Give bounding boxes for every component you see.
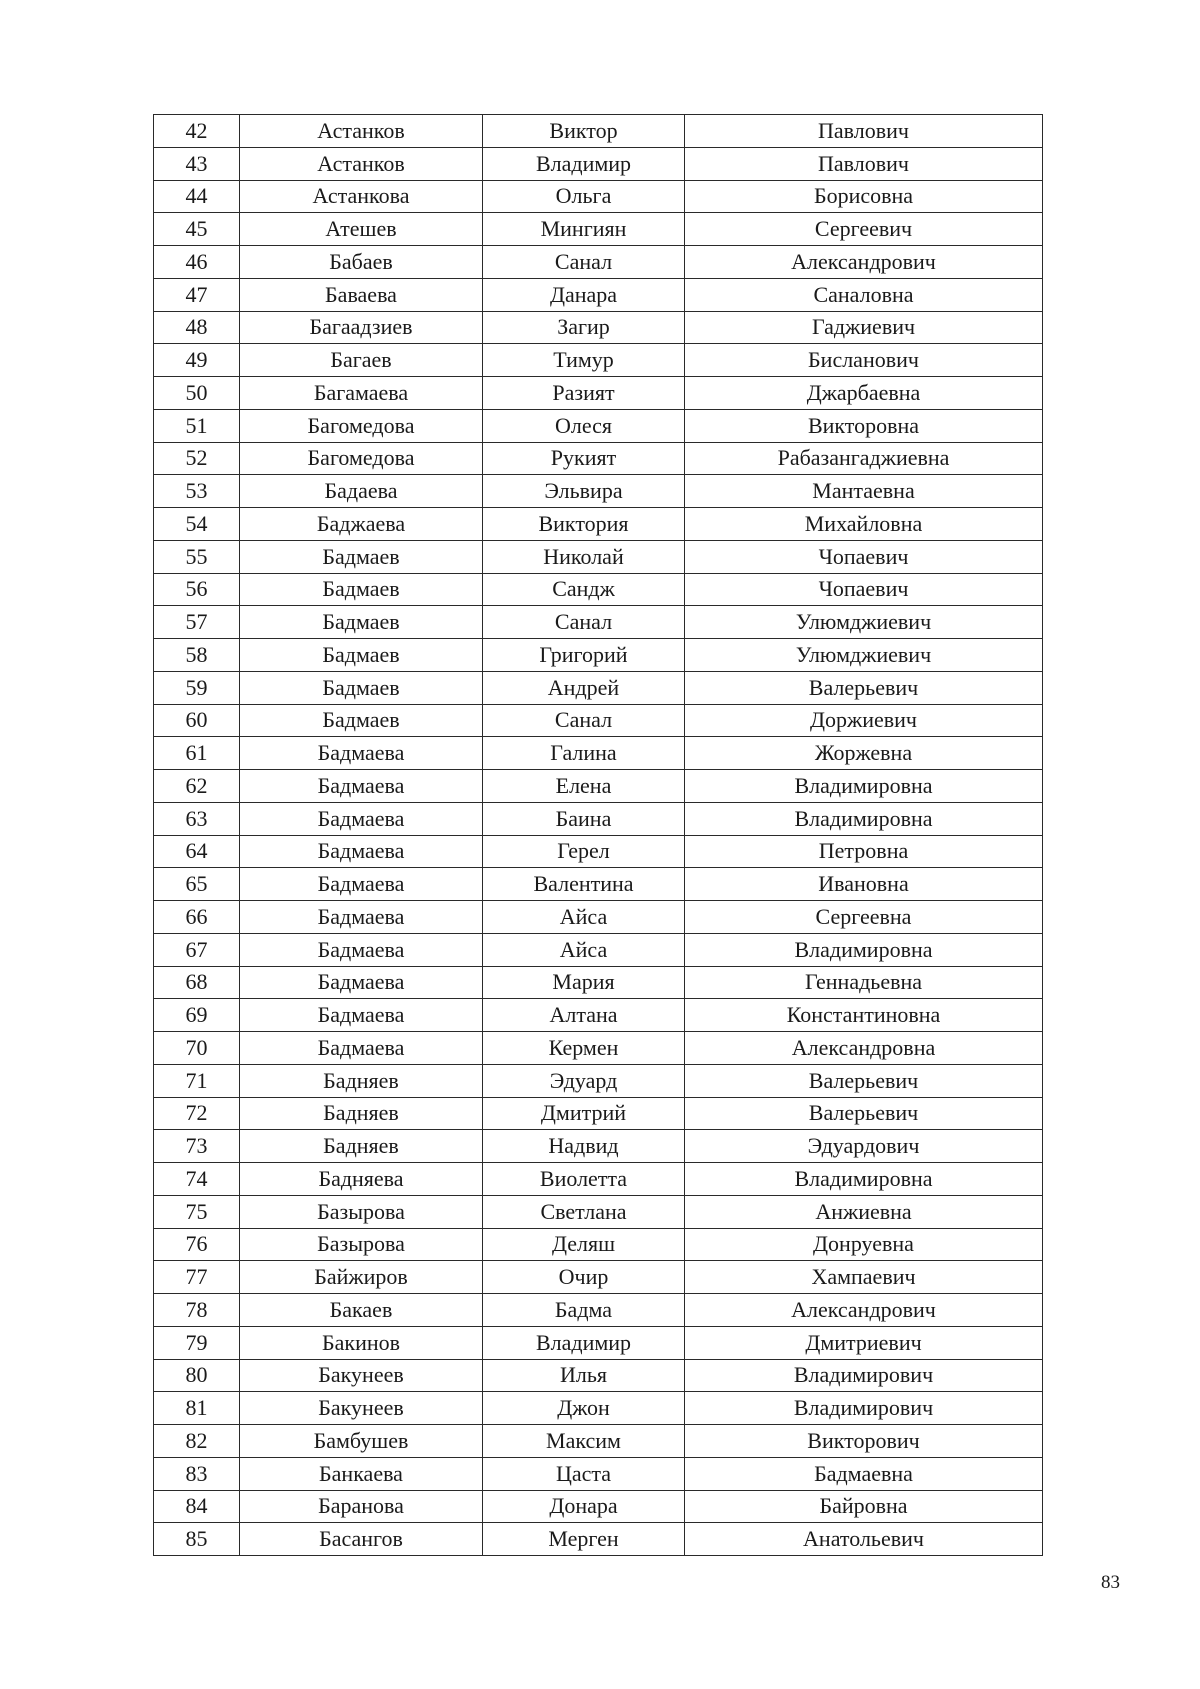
table-row [154, 147, 1043, 180]
last-name-cell: Бадмаева [240, 966, 483, 999]
names-table-body [154, 115, 1043, 1556]
first-name-cell: Григорий [483, 639, 685, 672]
row-number-cell: 45 [154, 213, 240, 246]
row-number-cell: 80 [154, 1359, 240, 1392]
row-number-cell: 62 [154, 770, 240, 803]
last-name-cell: Бадмаева [240, 737, 483, 770]
patronymic-cell: Хампаевич [685, 1261, 1043, 1294]
row-number-cell: 84 [154, 1490, 240, 1523]
first-name-cell: Очир [483, 1261, 685, 1294]
first-name-cell: Мингиян [483, 213, 685, 246]
row-number-cell: 83 [154, 1457, 240, 1490]
last-name-cell: Бадмаева [240, 868, 483, 901]
row-number-cell: 57 [154, 606, 240, 639]
first-name-cell: Эдуард [483, 1064, 685, 1097]
patronymic-cell: Жоржевна [685, 737, 1043, 770]
first-name-cell: Галина [483, 737, 685, 770]
table-row [154, 213, 1043, 246]
row-number-cell: 81 [154, 1392, 240, 1425]
table-row [154, 1195, 1043, 1228]
page-number: 83 [1101, 1572, 1120, 1593]
last-name-cell: Бадмаева [240, 1032, 483, 1065]
patronymic-cell: Владимировна [685, 802, 1043, 835]
row-number-cell: 72 [154, 1097, 240, 1130]
patronymic-cell: Валерьевич [685, 1064, 1043, 1097]
first-name-cell: Донара [483, 1490, 685, 1523]
patronymic-cell: Александрович [685, 246, 1043, 279]
table-row [154, 704, 1043, 737]
patronymic-cell: Александрович [685, 1294, 1043, 1327]
row-number-cell: 64 [154, 835, 240, 868]
last-name-cell: Бадмаева [240, 835, 483, 868]
table-row [154, 966, 1043, 999]
patronymic-cell: Чопаевич [685, 540, 1043, 573]
first-name-cell: Айса [483, 901, 685, 934]
first-name-cell: Мерген [483, 1523, 685, 1556]
row-number-cell: 54 [154, 508, 240, 541]
row-number-cell: 42 [154, 115, 240, 148]
first-name-cell: Деляш [483, 1228, 685, 1261]
table-row [154, 278, 1043, 311]
first-name-cell: Алтана [483, 999, 685, 1032]
row-number-cell: 58 [154, 639, 240, 672]
row-number-cell: 82 [154, 1425, 240, 1458]
row-number-cell: 67 [154, 933, 240, 966]
patronymic-cell: Борисовна [685, 180, 1043, 213]
row-number-cell: 51 [154, 409, 240, 442]
table-row [154, 311, 1043, 344]
first-name-cell: Санал [483, 704, 685, 737]
first-name-cell: Цаста [483, 1457, 685, 1490]
last-name-cell: Бадняева [240, 1163, 483, 1196]
table-row [154, 475, 1043, 508]
first-name-cell: Мария [483, 966, 685, 999]
patronymic-cell: Павлович [685, 147, 1043, 180]
last-name-cell: Баджаева [240, 508, 483, 541]
last-name-cell: Бадмаева [240, 999, 483, 1032]
table-row [154, 1130, 1043, 1163]
table-row [154, 1425, 1043, 1458]
last-name-cell: Бадняев [240, 1064, 483, 1097]
last-name-cell: Бадмаева [240, 901, 483, 934]
last-name-cell: Базырова [240, 1228, 483, 1261]
first-name-cell: Бадма [483, 1294, 685, 1327]
table-row [154, 1261, 1043, 1294]
table-row [154, 1163, 1043, 1196]
first-name-cell: Олеся [483, 409, 685, 442]
first-name-cell: Рукият [483, 442, 685, 475]
table-row [154, 802, 1043, 835]
last-name-cell: Бадмаева [240, 802, 483, 835]
patronymic-cell: Владимирович [685, 1392, 1043, 1425]
first-name-cell: Виктор [483, 115, 685, 148]
last-name-cell: Бакинов [240, 1326, 483, 1359]
last-name-cell: Багаадзиев [240, 311, 483, 344]
row-number-cell: 65 [154, 868, 240, 901]
patronymic-cell: Петровна [685, 835, 1043, 868]
patronymic-cell: Джарбаевна [685, 377, 1043, 410]
last-name-cell: Байжиров [240, 1261, 483, 1294]
row-number-cell: 46 [154, 246, 240, 279]
patronymic-cell: Гаджиевич [685, 311, 1043, 344]
last-name-cell: Багаев [240, 344, 483, 377]
row-number-cell: 71 [154, 1064, 240, 1097]
row-number-cell: 68 [154, 966, 240, 999]
table-row [154, 999, 1043, 1032]
first-name-cell: Санал [483, 606, 685, 639]
table-row [154, 1097, 1043, 1130]
first-name-cell: Тимур [483, 344, 685, 377]
table-row [154, 835, 1043, 868]
first-name-cell: Виолетта [483, 1163, 685, 1196]
patronymic-cell: Анжиевна [685, 1195, 1043, 1228]
last-name-cell: Багамаева [240, 377, 483, 410]
last-name-cell: Багомедова [240, 409, 483, 442]
first-name-cell: Разият [483, 377, 685, 410]
last-name-cell: Астанков [240, 147, 483, 180]
row-number-cell: 47 [154, 278, 240, 311]
patronymic-cell: Саналовна [685, 278, 1043, 311]
patronymic-cell: Владимирович [685, 1359, 1043, 1392]
table-row [154, 1490, 1043, 1523]
patronymic-cell: Донруевна [685, 1228, 1043, 1261]
row-number-cell: 69 [154, 999, 240, 1032]
first-name-cell: Валентина [483, 868, 685, 901]
table-row [154, 1326, 1043, 1359]
first-name-cell: Дмитрий [483, 1097, 685, 1130]
table-row [154, 115, 1043, 148]
row-number-cell: 60 [154, 704, 240, 737]
row-number-cell: 74 [154, 1163, 240, 1196]
row-number-cell: 78 [154, 1294, 240, 1327]
patronymic-cell: Александровна [685, 1032, 1043, 1065]
table-row [154, 901, 1043, 934]
first-name-cell: Светлана [483, 1195, 685, 1228]
row-number-cell: 44 [154, 180, 240, 213]
table-row [154, 1457, 1043, 1490]
table-row [154, 180, 1043, 213]
table-row [154, 1392, 1043, 1425]
row-number-cell: 70 [154, 1032, 240, 1065]
first-name-cell: Сандж [483, 573, 685, 606]
last-name-cell: Бадмаев [240, 573, 483, 606]
last-name-cell: Бадаева [240, 475, 483, 508]
patronymic-cell: Ивановна [685, 868, 1043, 901]
row-number-cell: 53 [154, 475, 240, 508]
first-name-cell: Айса [483, 933, 685, 966]
patronymic-cell: Михайловна [685, 508, 1043, 541]
last-name-cell: Басангов [240, 1523, 483, 1556]
last-name-cell: Бакаев [240, 1294, 483, 1327]
first-name-cell: Илья [483, 1359, 685, 1392]
first-name-cell: Ольга [483, 180, 685, 213]
patronymic-cell: Дмитриевич [685, 1326, 1043, 1359]
names-table [153, 114, 1043, 1556]
row-number-cell: 43 [154, 147, 240, 180]
last-name-cell: Бадмаев [240, 606, 483, 639]
first-name-cell: Николай [483, 540, 685, 573]
table-row [154, 409, 1043, 442]
row-number-cell: 50 [154, 377, 240, 410]
first-name-cell: Андрей [483, 671, 685, 704]
row-number-cell: 73 [154, 1130, 240, 1163]
first-name-cell: Кермен [483, 1032, 685, 1065]
patronymic-cell: Байровна [685, 1490, 1043, 1523]
table-row [154, 344, 1043, 377]
patronymic-cell: Геннадьевна [685, 966, 1043, 999]
last-name-cell: Бадняев [240, 1097, 483, 1130]
table-row [154, 1294, 1043, 1327]
last-name-cell: Астанков [240, 115, 483, 148]
patronymic-cell: Валерьевич [685, 671, 1043, 704]
last-name-cell: Баранова [240, 1490, 483, 1523]
patronymic-cell: Мантаевна [685, 475, 1043, 508]
row-number-cell: 79 [154, 1326, 240, 1359]
table-row [154, 1228, 1043, 1261]
last-name-cell: Багомедова [240, 442, 483, 475]
table-row [154, 770, 1043, 803]
last-name-cell: Астанкова [240, 180, 483, 213]
patronymic-cell: Сергеевич [685, 213, 1043, 246]
first-name-cell: Максим [483, 1425, 685, 1458]
table-row [154, 508, 1043, 541]
patronymic-cell: Бадмаевна [685, 1457, 1043, 1490]
patronymic-cell: Улюмджиевич [685, 639, 1043, 672]
table-row [154, 671, 1043, 704]
table-row [154, 1523, 1043, 1556]
table-row [154, 868, 1043, 901]
first-name-cell: Елена [483, 770, 685, 803]
patronymic-cell: Константиновна [685, 999, 1043, 1032]
row-number-cell: 55 [154, 540, 240, 573]
patronymic-cell: Викторовна [685, 409, 1043, 442]
table-row [154, 606, 1043, 639]
table-row [154, 737, 1043, 770]
first-name-cell: Загир [483, 311, 685, 344]
table-row [154, 540, 1043, 573]
patronymic-cell: Бисланович [685, 344, 1043, 377]
last-name-cell: Бадмаев [240, 540, 483, 573]
row-number-cell: 66 [154, 901, 240, 934]
row-number-cell: 49 [154, 344, 240, 377]
first-name-cell: Данара [483, 278, 685, 311]
patronymic-cell: Валерьевич [685, 1097, 1043, 1130]
last-name-cell: Баваева [240, 278, 483, 311]
first-name-cell: Владимир [483, 147, 685, 180]
row-number-cell: 59 [154, 671, 240, 704]
last-name-cell: Бадняев [240, 1130, 483, 1163]
last-name-cell: Бакунеев [240, 1359, 483, 1392]
first-name-cell: Баина [483, 802, 685, 835]
row-number-cell: 61 [154, 737, 240, 770]
patronymic-cell: Улюмджиевич [685, 606, 1043, 639]
table-row [154, 1359, 1043, 1392]
last-name-cell: Бадмаева [240, 770, 483, 803]
last-name-cell: Бадмаев [240, 639, 483, 672]
last-name-cell: Бадмаева [240, 933, 483, 966]
patronymic-cell: Павлович [685, 115, 1043, 148]
row-number-cell: 77 [154, 1261, 240, 1294]
patronymic-cell: Доржиевич [685, 704, 1043, 737]
row-number-cell: 52 [154, 442, 240, 475]
last-name-cell: Бакунеев [240, 1392, 483, 1425]
first-name-cell: Джон [483, 1392, 685, 1425]
last-name-cell: Бадмаев [240, 671, 483, 704]
row-number-cell: 63 [154, 802, 240, 835]
table-row [154, 933, 1043, 966]
first-name-cell: Эльвира [483, 475, 685, 508]
table-row [154, 1064, 1043, 1097]
row-number-cell: 76 [154, 1228, 240, 1261]
first-name-cell: Надвид [483, 1130, 685, 1163]
patronymic-cell: Рабазангаджиевна [685, 442, 1043, 475]
patronymic-cell: Эдуардович [685, 1130, 1043, 1163]
first-name-cell: Герел [483, 835, 685, 868]
row-number-cell: 56 [154, 573, 240, 606]
row-number-cell: 75 [154, 1195, 240, 1228]
table-row [154, 246, 1043, 279]
patronymic-cell: Анатольевич [685, 1523, 1043, 1556]
table-row [154, 377, 1043, 410]
last-name-cell: Бадмаев [240, 704, 483, 737]
table-row [154, 442, 1043, 475]
table-row [154, 639, 1043, 672]
row-number-cell: 85 [154, 1523, 240, 1556]
row-number-cell: 48 [154, 311, 240, 344]
patronymic-cell: Викторович [685, 1425, 1043, 1458]
last-name-cell: Базырова [240, 1195, 483, 1228]
first-name-cell: Владимир [483, 1326, 685, 1359]
patronymic-cell: Чопаевич [685, 573, 1043, 606]
patronymic-cell: Владимировна [685, 1163, 1043, 1196]
table-row [154, 573, 1043, 606]
last-name-cell: Бабаев [240, 246, 483, 279]
last-name-cell: Бамбушев [240, 1425, 483, 1458]
patronymic-cell: Владимировна [685, 933, 1043, 966]
last-name-cell: Атешев [240, 213, 483, 246]
first-name-cell: Санал [483, 246, 685, 279]
last-name-cell: Банкаева [240, 1457, 483, 1490]
patronymic-cell: Владимировна [685, 770, 1043, 803]
patronymic-cell: Сергеевна [685, 901, 1043, 934]
first-name-cell: Виктория [483, 508, 685, 541]
table-row [154, 1032, 1043, 1065]
